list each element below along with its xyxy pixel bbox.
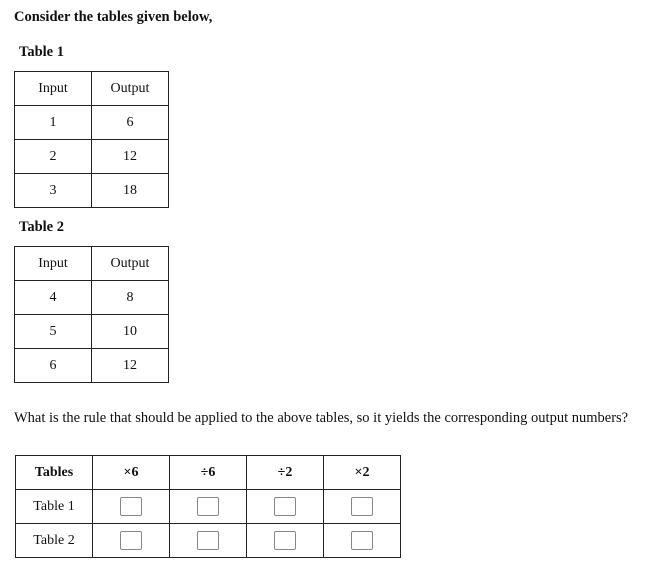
table-row <box>15 315 169 349</box>
output-cell: 10 <box>92 315 169 349</box>
input-cell: 3 <box>15 174 92 208</box>
answer-cell <box>324 524 401 558</box>
answer-row-table-1 <box>16 490 401 524</box>
output-cell: 8 <box>92 281 169 315</box>
checkbox-table2-times-2[interactable] <box>351 531 373 550</box>
table-row <box>15 349 169 383</box>
checkbox-table2-times-6[interactable] <box>120 531 142 550</box>
row-label-table-1: Table 1 <box>16 490 93 524</box>
question-heading: Consider the tables given below, <box>14 9 213 25</box>
table-header-row <box>15 247 169 281</box>
input-cell: 5 <box>15 315 92 349</box>
column-header-input: Input <box>15 72 92 106</box>
input-cell: 4 <box>15 281 92 315</box>
table-row <box>15 281 169 315</box>
row-label-table-2: Table 2 <box>16 524 93 558</box>
column-header-divide-6: ÷6 <box>170 456 247 490</box>
table-header-row <box>15 72 169 106</box>
checkbox-table1-divide-6[interactable] <box>197 497 219 516</box>
table-row <box>15 174 169 208</box>
column-header-output: Output <box>92 247 169 281</box>
output-cell: 12 <box>92 140 169 174</box>
question-prompt: What is the rule that should be applied to the above tables, so it yields the corresponding output numbers? <box>14 410 629 426</box>
table-2 <box>14 246 169 383</box>
answer-cell <box>247 524 324 558</box>
answer-cell <box>170 490 247 524</box>
checkbox-table1-times-6[interactable] <box>120 497 142 516</box>
table-1 <box>14 71 169 208</box>
column-header-divide-2: ÷2 <box>247 456 324 490</box>
output-cell: 18 <box>92 174 169 208</box>
column-header-times-2: ×2 <box>324 456 401 490</box>
checkbox-table2-divide-6[interactable] <box>197 531 219 550</box>
answer-cell <box>93 524 170 558</box>
table-2-label: Table 2 <box>19 219 64 235</box>
answer-header-row <box>16 456 401 490</box>
answer-cell <box>324 490 401 524</box>
answer-cell <box>247 490 324 524</box>
table-row <box>15 106 169 140</box>
checkbox-table2-divide-2[interactable] <box>274 531 296 550</box>
input-cell: 1 <box>15 106 92 140</box>
checkbox-table1-times-2[interactable] <box>351 497 373 516</box>
column-header-tables: Tables <box>16 456 93 490</box>
column-header-times-6: ×6 <box>93 456 170 490</box>
checkbox-table1-divide-2[interactable] <box>274 497 296 516</box>
answer-table <box>15 455 401 558</box>
answer-cell <box>170 524 247 558</box>
answer-row-table-2 <box>16 524 401 558</box>
input-cell: 2 <box>15 140 92 174</box>
table-1-label: Table 1 <box>19 44 64 60</box>
table-row <box>15 140 169 174</box>
input-cell: 6 <box>15 349 92 383</box>
output-cell: 12 <box>92 349 169 383</box>
column-header-output: Output <box>92 72 169 106</box>
answer-cell <box>93 490 170 524</box>
output-cell: 6 <box>92 106 169 140</box>
column-header-input: Input <box>15 247 92 281</box>
